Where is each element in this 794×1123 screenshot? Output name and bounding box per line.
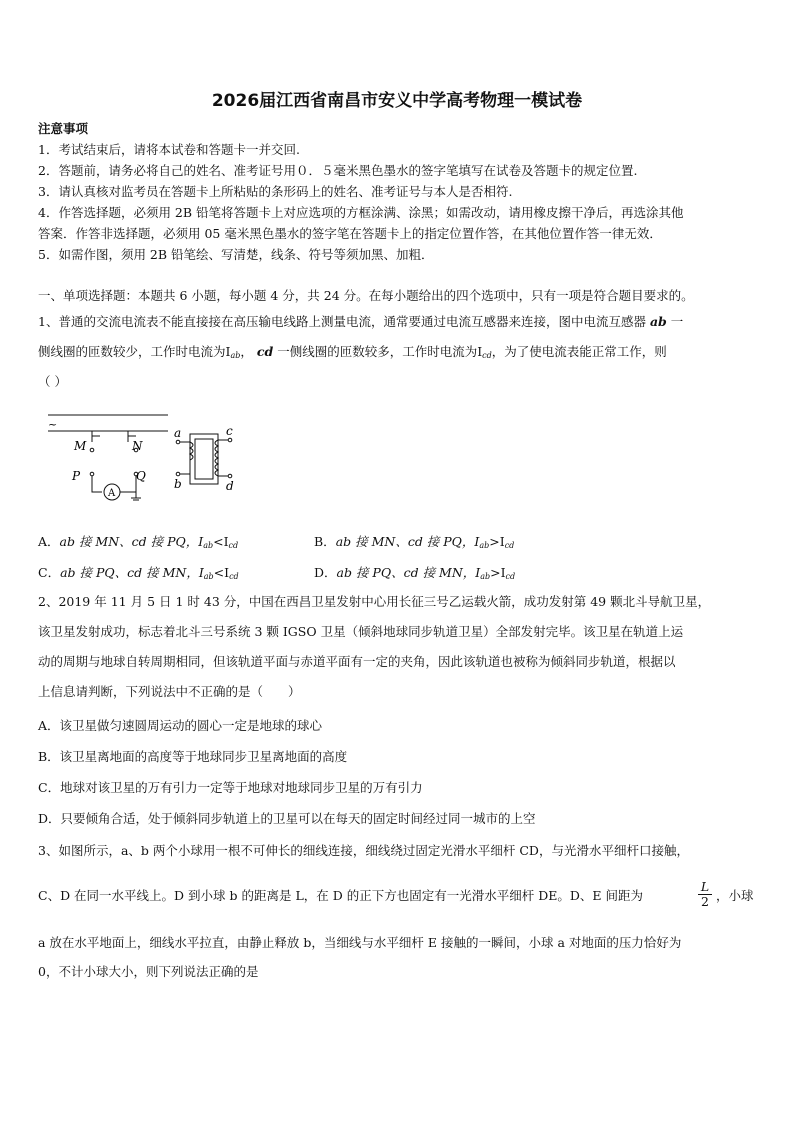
q1-option-a[interactable] [38, 532, 238, 550]
q1-option-c[interactable] [38, 563, 239, 581]
q1-text: 侧线圈的匝数较少，工作时电流为 [38, 344, 226, 359]
notice-item: 5．如需作图，须用 2B 铅笔绘、写清楚，线条、符号等须加黑、加粗． [38, 247, 434, 262]
notice-item: 答案．作答非选择题，必须用 05 毫米黑色墨水的签字笔在答题卡上的指定位置作答，在其他位置作答一律无效． [38, 226, 662, 241]
notice-item: 3．请认真核对监考员在答题卡上所粘贴的条形码上的姓名、准考证号与本人是否相符. [38, 184, 513, 199]
fraction-denominator: 2 [701, 894, 709, 909]
option-text: ab 接 MN、cd 接 PQ，I [59, 534, 204, 549]
q2-option-d[interactable]: D．只要倾角合适，处于倾斜同步轨道上的卫星可以在每天的固定时间经过同一城市的上空 [38, 811, 536, 826]
option-sub: cd [504, 541, 515, 550]
label-c: c [226, 424, 233, 438]
option-text: >I [490, 565, 506, 580]
option-sub: ab [203, 541, 214, 550]
option-sub: cd [228, 541, 239, 550]
option-sub: ab [203, 572, 214, 581]
q1-text: 1、普通的交流电流表不能直接接在高压输电线路上测量电流，通常要通过电流互感器来连接，图中电流互感器 [38, 314, 646, 329]
q1-sub-cd: cd [482, 351, 492, 360]
notice-item: 4．作答选择题，必须用 2B 铅笔将答题卡上对应选项的方框涂满、涂黑；如需改动，请用橡皮擦干净后，再选涂其他 [38, 205, 684, 220]
option-sub: cd [505, 572, 516, 581]
option-label: A． [38, 534, 60, 549]
q1-text: 一 [670, 314, 684, 329]
q1-ab: ab [649, 314, 667, 329]
q2-option-c[interactable]: C．地球对该卫星的万有引力一定等于地球对地球同步卫星的万有引力 [38, 780, 423, 795]
label-P: P [72, 469, 81, 483]
q2-option-a[interactable]: A．该卫星做匀速圆周运动的圆心一定是地球的球心 [38, 718, 323, 733]
fraction-numerator: L [698, 880, 712, 895]
q1-line1 [38, 314, 683, 330]
q3-line4: 0，不计小球大小，则下列说法正确的是 [38, 964, 259, 979]
option-sub: ab [479, 541, 490, 550]
label-M: M [74, 439, 87, 453]
option-sub: ab [480, 572, 491, 581]
q1-sub-ab: ab [230, 351, 241, 360]
q1-option-d[interactable] [314, 563, 515, 581]
q2-line: 该卫星发射成功，标志着北斗三号系统 3 颗 IGSO 卫星（倾斜地球同步轨道卫星）全部发射完毕。该卫星在轨道上运 [38, 624, 684, 639]
q2-line: 2、2019 年 11 月 5 日 1 时 43 分，中国在西昌卫星发射中心用长征三号乙运载火箭，成功发射第 49 颗北斗导航卫星， [38, 594, 711, 609]
q1-text: ， [240, 344, 253, 359]
q1-cd: cd [256, 344, 274, 359]
q3-line1: 3、如图所示，a、b 两个小球用一根不可伸长的细线连接，细线绕过固定光滑水平细杆 CD，与光滑水平细杆口接触， [38, 843, 689, 858]
q1-I: I [225, 344, 231, 359]
page-title: 2026届江西省南昌市安义中学高考物理一模试卷 [211, 91, 583, 111]
q3-line2b: ，小球 [716, 888, 754, 903]
q1-text: 一侧线圈的匝数较多，工作时电流为 [277, 344, 478, 359]
notice-heading: 注意事项 [38, 121, 89, 136]
notice-item: 2．答题前，请务必将自己的姓名、准考证号用０．５毫米黑色墨水的签字笔填写在试卷及答题卡的规定位置. [38, 163, 638, 178]
section-heading: 一、单项选择题：本题共 6 小题，每小题 4 分，共 24 分。在每小题给出的四个选项中，只有一项是符合题目要求的。 [38, 288, 694, 303]
q2-line: 动的周期与地球自转周期相同，但该轨道平面与赤道平面有一定的夹角，因此该轨道也被称为倾斜同步轨道，根据以 [38, 654, 676, 669]
q3-line3: a 放在水平地面上，细线水平拉直，由静止释放 b，当细线与水平细杆 E 接触的一瞬间，小球 a 对地面的压力恰好为 [38, 935, 682, 950]
q1-option-b[interactable] [314, 532, 514, 550]
option-label: C． [38, 565, 61, 580]
q2-option-b[interactable]: B．该卫星离地面的高度等于地球同步卫星离地面的高度 [38, 749, 348, 764]
notice-item: 1．考试结束后，请将本试卷和答题卡一并交回. [38, 142, 300, 157]
label-d: d [226, 479, 234, 493]
q2-line: 上信息请判断，下列说法中不正确的是（ ） [38, 684, 301, 699]
transformer-diagram [40, 412, 250, 502]
option-label: D． [314, 565, 337, 580]
option-text: ab 接 PQ、cd 接 MN，I [336, 565, 481, 580]
option-sub: cd [229, 572, 239, 581]
q1-text: ，为了使电流表能正常工作，则 [491, 344, 667, 359]
q3-fraction [698, 880, 712, 909]
label-b: b [174, 477, 182, 491]
option-text: ab 接 PQ、cd 接 MN，I [60, 565, 204, 580]
option-text: <I [213, 565, 230, 580]
ammeter-label: A [108, 488, 116, 499]
option-label: B． [314, 534, 336, 549]
option-text: <I [213, 534, 229, 549]
option-text: >I [489, 534, 505, 549]
q1-line2 [38, 344, 667, 364]
label-N: N [132, 439, 143, 453]
ac-source-label: ~ [48, 418, 58, 431]
label-Q: Q [136, 469, 146, 483]
q3-line2a: C、D 在同一水平线上。D 到小球 b 的距离是 L，在 D 的正下方也固定有一光滑水平细杆 DE。D、E 间距为 [38, 888, 643, 903]
option-text: ab 接 MN、cd 接 PQ，I [335, 534, 480, 549]
q1-I: I [477, 344, 483, 359]
q1-answer-paren: （ ） [38, 374, 67, 389]
label-a: a [174, 426, 182, 440]
